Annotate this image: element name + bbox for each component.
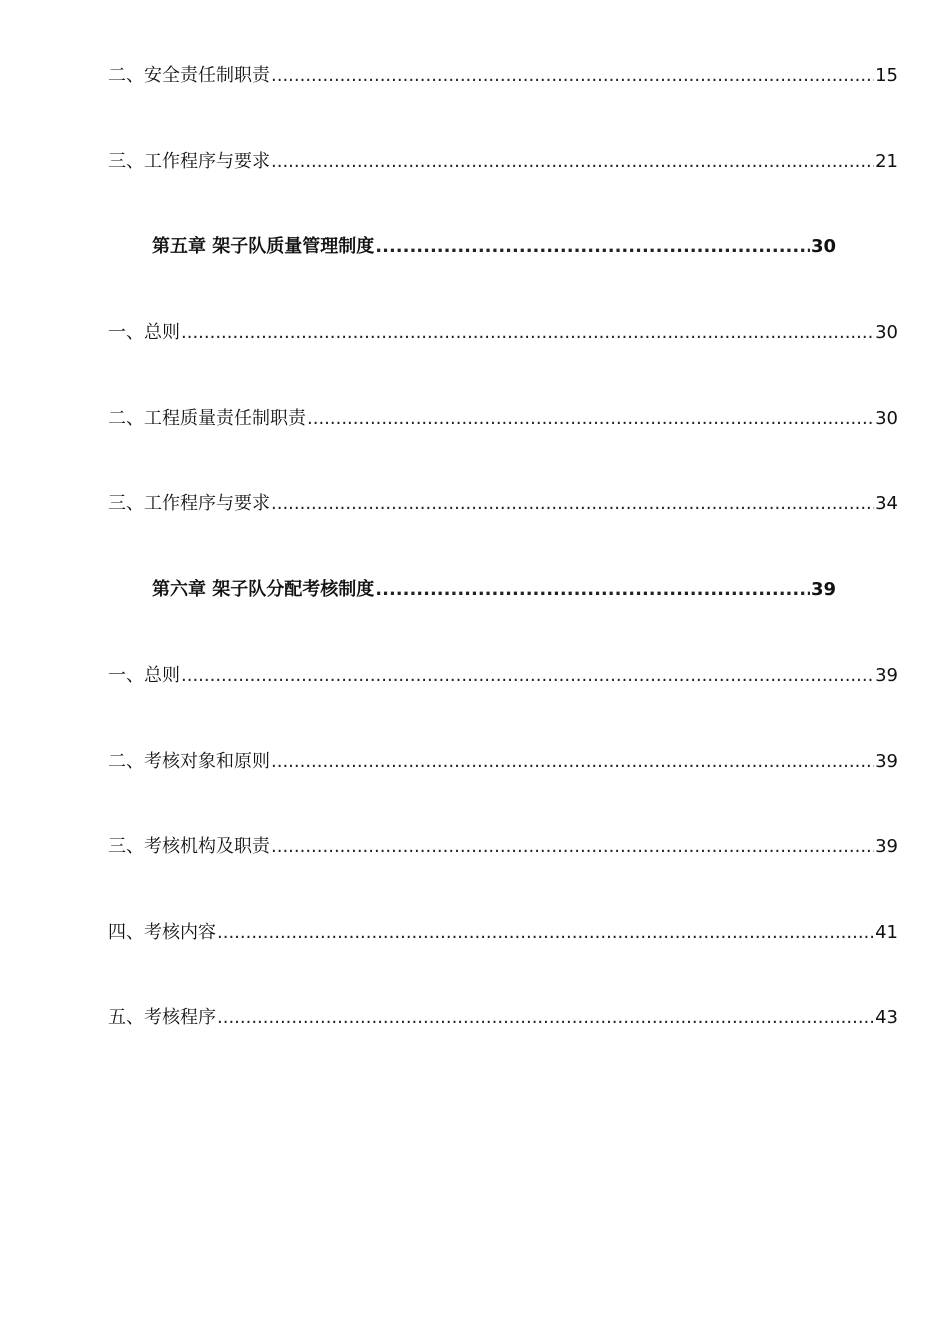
toc-entry-quality-responsibility[interactable] (108, 407, 898, 431)
toc-page-number: 30 (810, 236, 836, 257)
toc-chapter-5[interactable] (152, 235, 836, 259)
toc-dot-leader (181, 321, 874, 345)
toc-entry-label: 二、工程质量责任制职责 (108, 408, 306, 429)
toc-dot-leader (271, 835, 874, 859)
toc-entry-assessment-body[interactable] (108, 835, 898, 859)
toc-page-number: 41 (875, 922, 898, 943)
toc-chapter-label: 第五章 架子队质量管理制度 (152, 236, 375, 257)
toc-entry-general[interactable] (108, 664, 898, 688)
toc-dot-leader (271, 750, 874, 774)
toc-dot-leader (217, 1006, 874, 1030)
toc-entry-assessment-procedure[interactable] (108, 1006, 898, 1030)
toc-entry-safety-responsibility[interactable] (108, 64, 898, 88)
toc-entry-label: 四、考核内容 (108, 922, 216, 943)
toc-page-number: 21 (875, 151, 898, 172)
toc-entry-work-procedure[interactable] (108, 492, 898, 516)
toc-dot-leader (375, 578, 810, 602)
toc-dot-leader (217, 921, 874, 945)
toc-page-number: 15 (875, 65, 898, 86)
toc-entry-label: 五、考核程序 (108, 1007, 216, 1028)
toc-entry-label: 二、考核对象和原则 (108, 751, 270, 772)
toc-page-number: 39 (875, 751, 898, 772)
toc-entry-label: 二、安全责任制职责 (108, 65, 270, 86)
toc-entry-assessment-content[interactable] (108, 921, 898, 945)
toc-entry-label: 三、考核机构及职责 (108, 836, 270, 857)
toc-page-number: 39 (875, 836, 898, 857)
toc-entry-work-procedure[interactable] (108, 150, 898, 174)
toc-page-number: 30 (875, 322, 898, 343)
toc-dot-leader (375, 235, 810, 259)
toc-dot-leader (181, 664, 874, 688)
toc-dot-leader (271, 64, 874, 88)
toc-page-number: 30 (875, 408, 898, 429)
toc-page-number: 39 (875, 665, 898, 686)
toc-entry-assessment-objects[interactable] (108, 750, 898, 774)
toc-dot-leader (307, 407, 874, 431)
toc-entry-general[interactable] (108, 321, 898, 345)
toc-dot-leader (271, 492, 874, 516)
toc-page-number: 39 (810, 579, 836, 600)
toc-page-number: 34 (875, 493, 898, 514)
toc-page-number: 43 (875, 1007, 898, 1028)
toc-chapter-6[interactable] (152, 578, 836, 602)
toc-entry-label: 一、总则 (108, 665, 180, 686)
toc-entry-label: 三、工作程序与要求 (108, 151, 270, 172)
toc-entry-label: 一、总则 (108, 322, 180, 343)
toc-entry-label: 三、工作程序与要求 (108, 493, 270, 514)
toc-dot-leader (271, 150, 874, 174)
toc-chapter-label: 第六章 架子队分配考核制度 (152, 579, 375, 600)
